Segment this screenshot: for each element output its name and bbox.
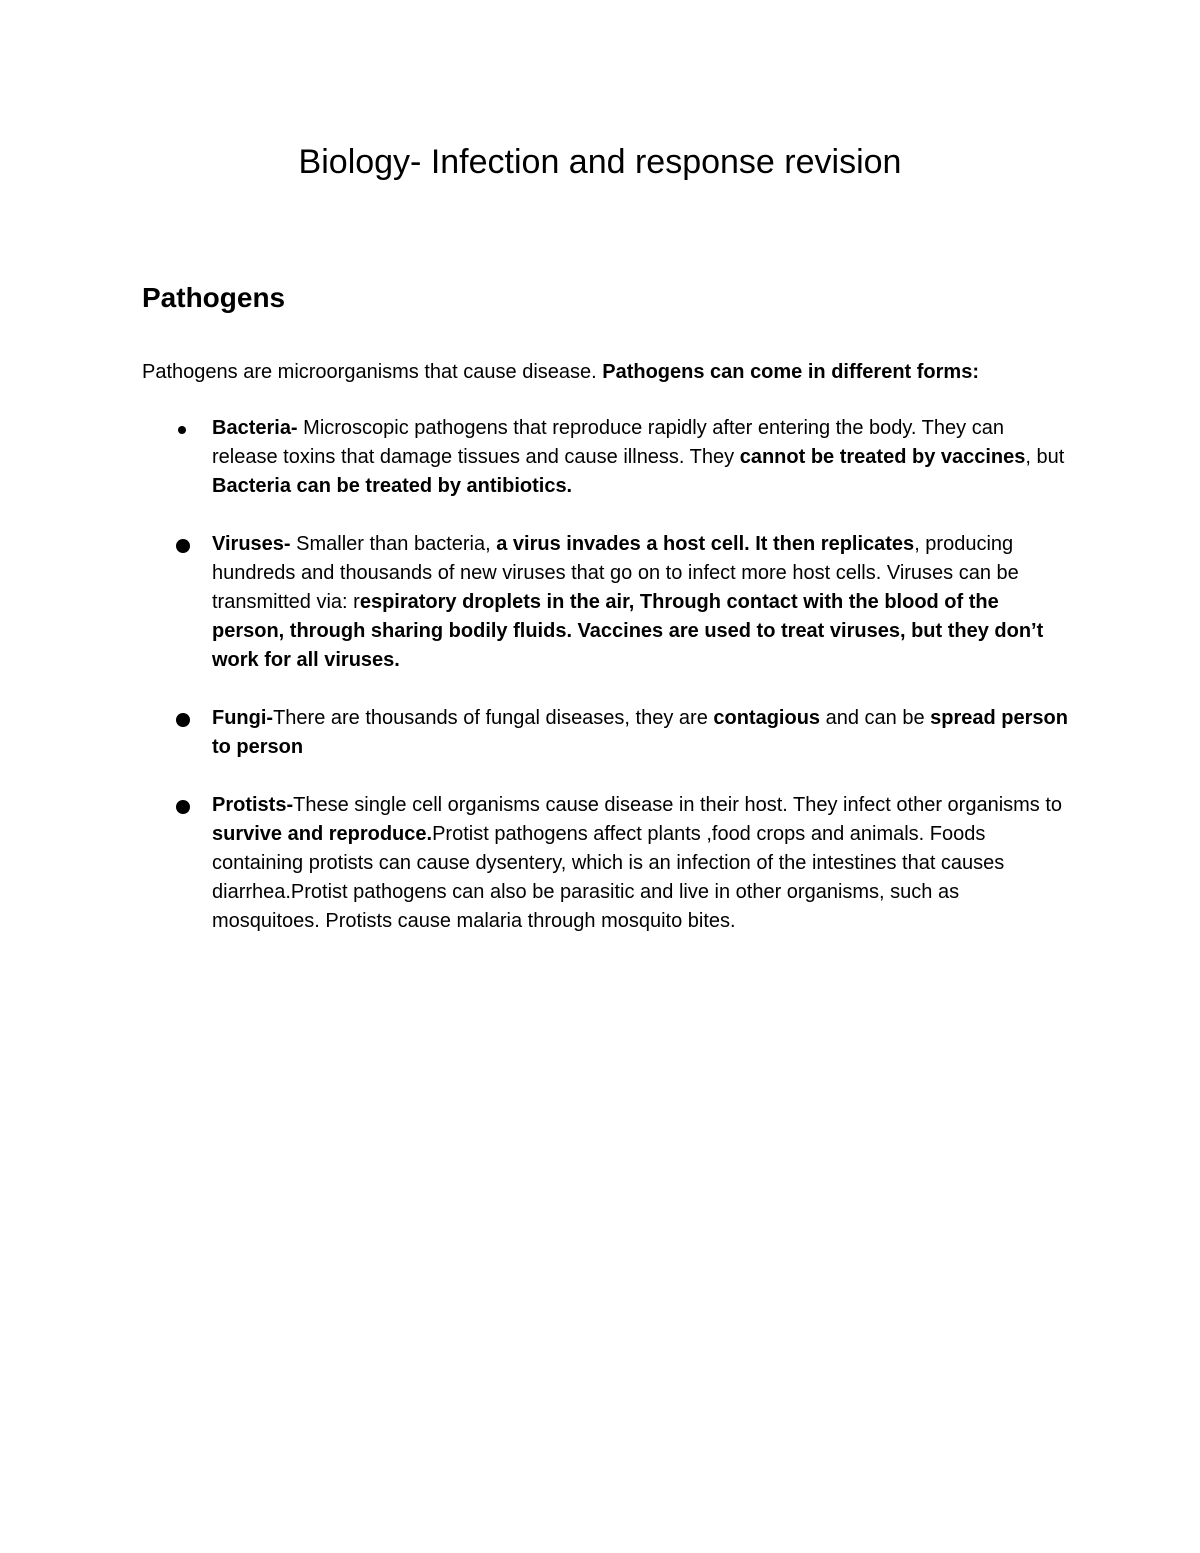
intro-bold-text: Pathogens can come in different forms: (602, 361, 979, 383)
fungi-text-1: There are thousands of fungal diseases, they are (273, 707, 714, 729)
fungi-bold-1: contagious (713, 707, 821, 729)
bacteria-text-1: Microscopic pathogens that reproduce rapidly after entering the body. They can release toxins that damage tissues and cause illness. They (212, 417, 1004, 468)
list-item-bacteria (142, 414, 1072, 501)
protists-bold-1: survive and reproduce. (212, 823, 433, 845)
list-item-fungi (142, 704, 1072, 762)
intro-text: Pathogens are microorganisms that cause disease. (142, 361, 603, 383)
bullet-icon (176, 539, 190, 553)
intro-paragraph (142, 358, 1072, 387)
protists-text-1: These single cell organisms cause disease in their host. They infect other organisms to (293, 794, 1063, 816)
fungi-bold-2: spread person to person (212, 707, 1068, 758)
bullet-icon (176, 800, 190, 814)
section-heading-pathogens: Pathogens (142, 282, 286, 313)
term-protists: Protists- (212, 794, 294, 816)
term-bacteria: Bacteria- (212, 417, 298, 439)
viruses-text-1: Smaller than bacteria, (290, 533, 497, 555)
list-item-viruses (142, 530, 1072, 675)
bullet-icon (178, 426, 186, 434)
viruses-text-2: , producing hundreds and thousands of new viruses that go on to infect more host cells. Viruses can be transmitted via: r (212, 533, 1019, 613)
bacteria-text-2: , but (1025, 446, 1065, 468)
document-title: Biology- Infection and response revision (298, 143, 902, 181)
list-item-protists (142, 791, 1072, 936)
viruses-bold-1: a virus invades a host cell. It then replicates (496, 533, 915, 555)
fungi-text-2: and can be (820, 707, 931, 729)
term-viruses: Viruses- (212, 533, 291, 555)
bullet-icon (176, 713, 190, 727)
pathogen-list (142, 414, 1072, 936)
viruses-bold-2: espiratory droplets in the air, Through contact with the blood of the person, through sharing bodily fluids. Vaccines are used to treat viruses, but they don’t work for all viruses. (212, 591, 1044, 671)
bacteria-bold-2: Bacteria can be treated by antibiotics. (212, 475, 573, 497)
bacteria-bold-1: cannot be treated by vaccines (739, 446, 1026, 468)
term-fungi: Fungi- (212, 707, 274, 729)
protists-text-2: Protist pathogens affect plants ,food crops and animals. Foods containing protists can cause dysentery, which is an infection of the intestines that causes diarrhea.Protist pathogens can also be parasitic and live in other organisms, such as mosquitoes. Protists cause malaria through mosquito bites. (212, 823, 1005, 932)
